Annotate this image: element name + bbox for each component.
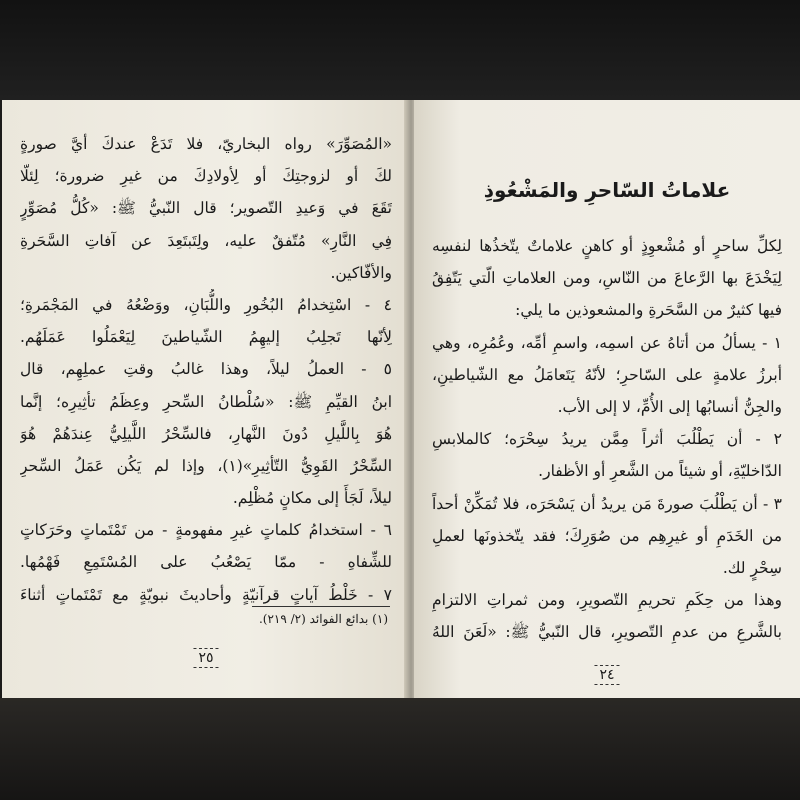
right-page-text: [432, 230, 782, 648]
background-top: [0, 0, 800, 100]
text-line: والجِنُّ أنسابُها إلى الأُمِّ، لا إلى الأب.: [557, 397, 782, 416]
text-line: سِحْرٍ لك.: [722, 558, 782, 577]
text-line: ٤ - اسْتِخدامُ البُخُورِ واللُّبَانِ، ووَضْعُهُ في المَجْمَرةِ؛: [20, 295, 392, 314]
text-line: بالشَّرعِ من عدمِ التّصويرِ، قال النّبيُّ ﷺ: «لَعَنَ اللهُ: [432, 623, 782, 642]
text-line: فيها كثيرٌ من السَّحَرةِ والمشعوذين ما يلي:: [515, 301, 782, 320]
text-line: ٣ - أن يَطْلُبَ صورةَ مَن يريدُ أن يَسْحَرَه، فلا تُمَكِّنْ أحداً: [432, 494, 782, 513]
text-line: لِيَخْدَعَ بها الرَّعاعَ من النّاسِ، ومن العلاماتِ الّتي يَتّفِقُ: [432, 269, 782, 288]
text-line: ابنُ القيِّمِ ﷺ: «سُلْطانُ السِّحرِ وعِظَمُ تأثِيرِه؛ إنَّما: [20, 392, 392, 411]
text-line: ٥ - العملُ ليلاً، وهذا غالبُ وقتِ عملِهِم، قال: [20, 360, 392, 379]
right-page: [414, 100, 800, 698]
text-line: لكَ أو لزوجتِكَ أو لِأولادِكَ من غيرِ ضرورة؛ لِئلّا: [20, 167, 392, 186]
text-line: لِأنّها تَجلِبُ إليهِمُ الشّياطينَ لِيَعْمَلُوا عَمَلَهُم.: [20, 328, 392, 347]
text-line: الدّاخليّةِ، أو شيئاً من الشَّعرِ أو الأظفار.: [538, 462, 782, 481]
text-line: ١ - يسألُ من أتاهُ عن اسمِه، واسمِ أمِّه، وعُمُرِه، وهي: [432, 333, 782, 352]
page-number: ٢٥: [193, 648, 218, 668]
text-line: أبرزُ علامةٍ على السّاحرِ؛ لأنّهُ يَتَعامَلُ مع الشّياطينِ،: [432, 365, 782, 384]
text-line: ٢ - أن يَطْلُبَ أثراً مِمَّن يريدُ سِحْرَه؛ كالملابسِ: [432, 430, 782, 449]
text-line: وهذا من حِكَمِ تحريمِ التّصويرِ، ومن ثمراتِ الالتزامِ: [432, 591, 782, 610]
left-page-text: [20, 128, 392, 611]
text-line: هُوَ بِاللَّيلِ دُونَ النَّهارِ، فالسِّحْرُ اللَّيلِيُّ عِندَهُمْ هُوَ: [20, 424, 392, 443]
footnote-divider: [252, 606, 390, 607]
background-bottom: [0, 698, 800, 800]
text-line: ٦ - استخدامُ كلماتٍ غيرِ مفهومةٍ - من تَمْتَماتٍ وحَرَكاتٍ: [20, 521, 392, 540]
chapter-title: علاماتُ السّاحرِ والمَشْعُوذِ: [483, 178, 731, 202]
text-line: ٧ - خَلْطُ آياتٍ قرآنيّةٍ وأحاديثَ نبويّةٍ مع تَمْتَماتٍ أثناءَ: [20, 585, 392, 604]
text-line: تَقَعَ في وَعيدِ التّصوير؛ قال النّبيُّ ﷺ: «كُلُّ مُصَوِّرٍ: [20, 199, 392, 218]
text-line: ليلاً، لَجَأَ إلى مكانٍ مُظْلِم.: [232, 489, 392, 508]
text-line: للشِّفاهِ - ممّا يَصْعُبُ على المُسْتَمِعِ فَهْمُها.: [20, 553, 392, 572]
left-page: [2, 100, 410, 698]
text-line: فِي النَّارِ» مُتّفقٌ عليه، ولِتَبتَعِدَ عن آفاتِ السَّحَرةِ: [20, 231, 392, 250]
text-line: لِكلِّ ساحرٍ أو مُشْعوِذٍ أو كاهنٍ علاماتٌ يتّخذُها لنفسِه: [432, 237, 782, 255]
text-line: «المُصَوِّرَ» رواه البخاريّ، فلا تَدَعْ عندكَ أيَّ صورةٍ: [20, 135, 392, 153]
footnote: (١) بدائع الفوائد (٢/ ٢١٩).: [258, 612, 388, 626]
page-number: ٢٤: [594, 665, 619, 685]
text-line: السِّحْرُ القَوِيُّ التّأثِيرِ»(١)، وإذا لم يَكُن عَمَلُ السِّحرِ: [20, 456, 392, 475]
text-line: والأفّاكين.: [330, 263, 392, 282]
text-line: من الخَدَمِ أو غيرِهِم من صُوَرِكَ؛ فقد يتّخذونَها لعملِ: [432, 526, 782, 545]
